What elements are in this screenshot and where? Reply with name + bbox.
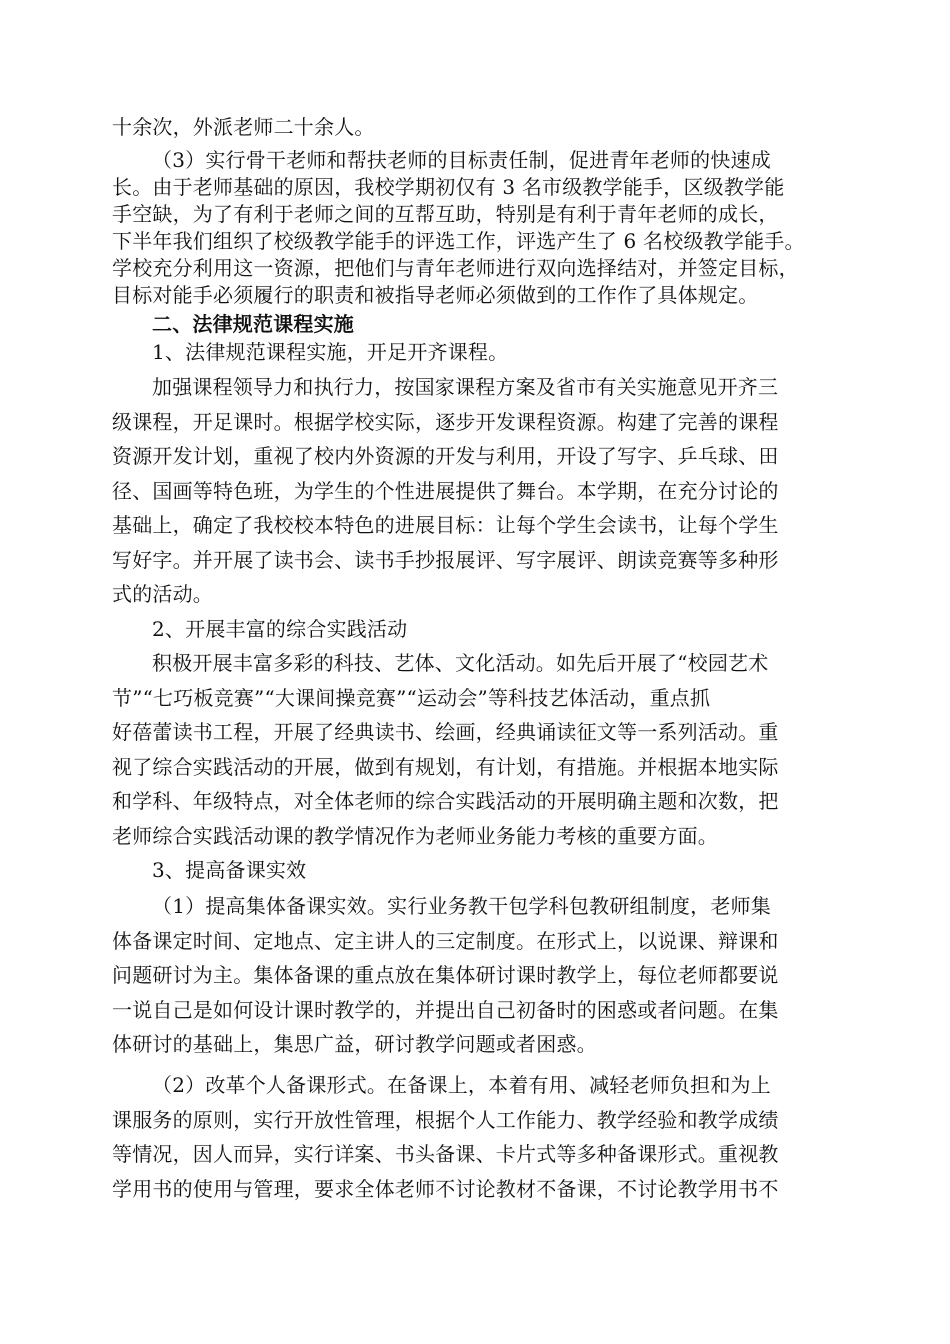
paragraph-line: 和学科、年级特点，对全体老师的综合实践活动的开展明确主题和次数，把 (112, 789, 779, 813)
paragraph-line: （1）提高集体备课实效。实行业务教干包学科包教研组制度，老师集 (152, 894, 771, 918)
paragraph-line: 基础上，确定了我校校本特色的进展目标：让每个学生会读书，让每个学生 (112, 513, 779, 537)
subsection-heading: 2、开展丰富的综合实践活动 (152, 617, 408, 641)
subsection-heading: 3、提高备课实效 (152, 858, 307, 882)
paragraph-line: 等情况，因人而异，实行详案、书头备课、卡片式等多种备课形式。重视教 (112, 1142, 779, 1166)
paragraph-line: 长。由于老师基础的原因，我校学期初仅有 3 名市级教学能手，区级教学能 (112, 175, 785, 199)
paragraph-line: 径、国画等特色班，为学生的个性进展提供了舞台。本学期，在充分讨论的 (112, 479, 779, 503)
paragraph-line: 加强课程领导力和执行力，按国家课程方案及省市有关实施意见开齐三 (152, 375, 779, 399)
paragraph-line: 式的活动。 (112, 582, 213, 606)
paragraph-line: 写好字。并开展了读书会、读书手抄报展评、写字展评、朗读竞赛等多种形 (112, 548, 779, 572)
paragraph-line: （2）改革个人备课形式。在备课上，本着有用、减轻老师负担和为上 (152, 1073, 771, 1097)
paragraph-line: 积极开展丰富多彩的科技、艺体、文化活动。如先后开展了“校园艺术 (152, 651, 769, 675)
paragraph-line: 资源开发计划，重视了校内外资源的开发与利用，开设了写字、乒乓球、田 (112, 444, 779, 468)
section-heading: 二、法律规范课程实施 (152, 312, 354, 336)
paragraph-line: 体备课定时间、定地点、定主讲人的三定制度。在形式上，以说课、辩课和 (112, 929, 779, 953)
paragraph-line: 体研讨的基础上，集思广益，研讨教学问题或者困惑。 (112, 1032, 597, 1056)
paragraph-line: 课服务的原则，实行开放性管理，根据个人工作能力、教学经验和教学成绩 (112, 1108, 779, 1132)
paragraph-line: 一说自己是如何设计课时教学的，并提出自己初备时的困惑或者问题。在集 (112, 998, 779, 1022)
paragraph-line: 好蓓蕾读书工程，开展了经典读书、绘画，经典诵读征文等一系列活动。重 (112, 720, 779, 744)
paragraph-line: 老师综合实践活动课的教学情况作为老师业务能力考核的重要方面。 (112, 824, 718, 848)
paragraph-line: （3）实行骨干老师和帮扶老师的目标责任制，促进青年老师的快速成 (152, 148, 771, 172)
paragraph-line: 视了综合实践活动的开展，做到有规划，有计划，有措施。并根据本地实际 (112, 755, 779, 779)
paragraph-line: 级课程，开足课时。根据学校实际，逐步开发课程资源。构建了完善的课程 (112, 410, 779, 434)
paragraph-line: 目标对能手必须履行的职责和被指导老师必须做到的工作作了具体规定。 (112, 283, 759, 307)
paragraph-line: 下半年我们组织了校级教学能手的评选工作，评选产生了 6 名校级教学能手。 (112, 229, 805, 253)
subsection-heading: 1、法律规范课程实施，开足开齐课程。 (152, 340, 509, 364)
paragraph-line: 学用书的使用与管理，要求全体老师不讨论教材不备课，不讨论教学用书不 (112, 1177, 779, 1201)
paragraph-line: 问题研讨为主。集体备课的重点放在集体研讨课时教学上，每位老师都要说 (112, 963, 779, 987)
paragraph-line: 十余次，外派老师二十余人。 (112, 115, 375, 139)
paragraph-line: 节”“七巧板竞赛”“大课间操竞赛”“运动会”等科技艺体活动，重点抓 (112, 686, 711, 710)
paragraph-line: 手空缺，为了有利于老师之间的互帮互助，特别是有利于青年老师的成长， (112, 202, 779, 226)
paragraph-line: 学校充分利用这一资源，把他们与青年老师进行双向选择结对，并签定目标， (112, 256, 799, 280)
